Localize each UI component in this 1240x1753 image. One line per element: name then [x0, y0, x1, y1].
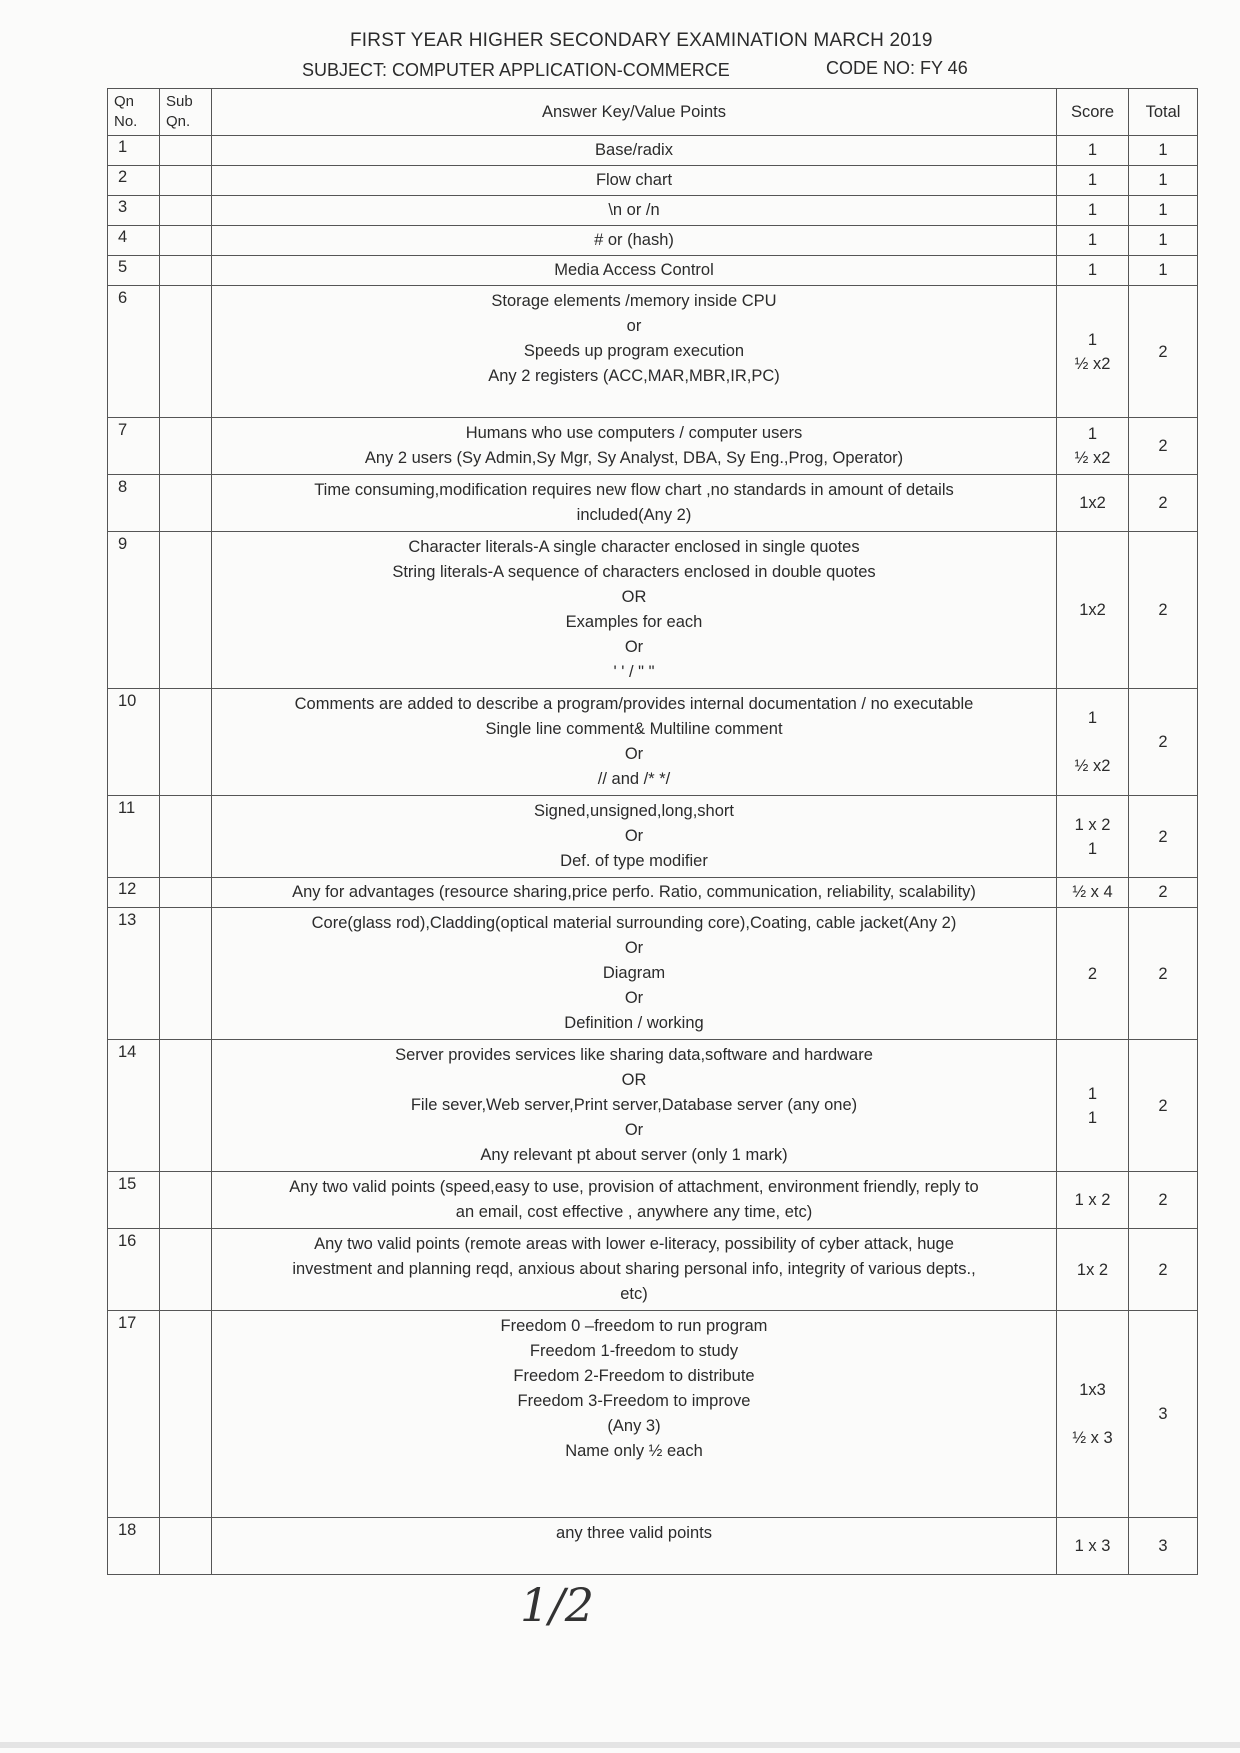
column-header-sub: Sub Qn.	[160, 89, 212, 136]
total-cell: 2	[1129, 689, 1198, 796]
sub-question	[160, 532, 212, 689]
sub-question	[160, 1518, 212, 1575]
table-row	[108, 1229, 1198, 1311]
answer-line: Or	[624, 939, 644, 957]
total-cell: 3	[1129, 1311, 1198, 1518]
score-value: 2	[1087, 964, 1098, 983]
score-cell	[1057, 532, 1129, 689]
score-cell	[1057, 286, 1129, 418]
column-header-qn: Qn No.	[108, 89, 160, 136]
total-cell: 2	[1129, 532, 1198, 689]
answer-line: Character literals-A single character enclosed in single quotes	[408, 538, 860, 556]
total-cell: 1	[1129, 256, 1198, 286]
answer-line: Any 2 users (Sy Admin,Sy Mgr, Sy Analyst, DBA, Sy Eng.,Prog, Operator)	[364, 449, 904, 467]
score-cell	[1057, 166, 1129, 196]
table-row	[108, 908, 1198, 1040]
answer-cell	[212, 1172, 1057, 1229]
score-value: 1	[1087, 261, 1098, 279]
table-row	[108, 689, 1198, 796]
question-number: 16	[108, 1229, 160, 1311]
answer-line: Freedom 0 –freedom to run program	[500, 1317, 768, 1335]
question-number: 14	[108, 1040, 160, 1172]
score-value: ½ x2	[1074, 354, 1111, 373]
score-cell	[1057, 196, 1129, 226]
score-value: 1	[1087, 1108, 1098, 1127]
table-row	[108, 532, 1198, 689]
table-row	[108, 166, 1198, 196]
sub-question	[160, 418, 212, 475]
exam-title: FIRST YEAR HIGHER SECONDARY EXAMINATION MARCH 2019	[350, 30, 933, 51]
answer-line	[218, 1464, 1050, 1489]
score-cell	[1057, 689, 1129, 796]
answer-line: Comments are added to describe a program/provides internal documentation / no executable	[294, 695, 974, 713]
sub-question	[160, 878, 212, 908]
question-number: 18	[108, 1518, 160, 1575]
score-value	[1063, 1402, 1122, 1426]
sub-question	[160, 256, 212, 286]
answer-line: Flow chart	[595, 171, 673, 189]
answer-line: Diagram	[602, 964, 666, 982]
score-value: 1 x 3	[1074, 1537, 1111, 1555]
score-cell	[1057, 475, 1129, 532]
answer-line: Or	[624, 745, 644, 763]
answer-line: Any for advantages (resource sharing,price perfo. Ratio, communication, reliability, scalability)	[292, 883, 976, 901]
score-cell	[1057, 1229, 1129, 1311]
score-value: 1	[1087, 201, 1098, 219]
answer-line: Signed,unsigned,long,short	[534, 802, 734, 820]
question-number: 7	[108, 418, 160, 475]
score-value: 1x 2	[1076, 1260, 1109, 1279]
sub-question	[160, 1172, 212, 1229]
sub-question	[160, 796, 212, 878]
answer-cell	[212, 1518, 1057, 1575]
answer-line: Speeds up program execution	[523, 342, 745, 360]
answer-line: Any relevant pt about server (only 1 mark)	[480, 1146, 788, 1164]
score-cell	[1057, 418, 1129, 475]
score-cell	[1057, 1040, 1129, 1172]
answer-line	[218, 1489, 1050, 1514]
score-cell	[1057, 878, 1129, 908]
scan-edge	[0, 1742, 1240, 1748]
score-value: 1 x 2	[1074, 1191, 1111, 1209]
table-row	[108, 1040, 1198, 1172]
total-cell: 2	[1129, 418, 1198, 475]
answer-line: Freedom 1-freedom to study	[529, 1342, 739, 1360]
answer-line: Storage elements /memory inside CPU	[491, 292, 777, 310]
column-header-score: Score	[1057, 89, 1129, 136]
answer-line: included(Any 2)	[576, 506, 692, 524]
answer-line: File sever,Web server,Print server,Database server (any one)	[410, 1096, 858, 1114]
total-cell: 1	[1129, 196, 1198, 226]
table-row	[108, 475, 1198, 532]
score-value: 1x3	[1079, 1381, 1106, 1399]
question-number: 6	[108, 286, 160, 418]
answer-line: an email, cost effective , anywhere any time, etc)	[455, 1203, 813, 1221]
score-value: 1	[1087, 330, 1098, 349]
answer-cell	[212, 1040, 1057, 1172]
answer-line: Or	[624, 638, 644, 656]
table-row	[108, 196, 1198, 226]
answer-line: Or	[624, 989, 644, 1007]
question-number: 3	[108, 196, 160, 226]
answer-line: or	[626, 317, 642, 335]
score-value: 1	[1087, 141, 1098, 159]
answer-cell	[212, 1229, 1057, 1311]
sub-question	[160, 1311, 212, 1518]
question-number: 15	[108, 1172, 160, 1229]
answer-line: Time consuming,modification requires new flow chart ,no standards in amount of details	[314, 481, 954, 499]
answer-cell	[212, 418, 1057, 475]
answer-line: Name only ½ each	[565, 1442, 703, 1460]
question-number: 4	[108, 226, 160, 256]
total-cell: 2	[1129, 1172, 1198, 1229]
score-value: 1x2	[1079, 494, 1106, 512]
table-row	[108, 226, 1198, 256]
total-cell: 1	[1129, 226, 1198, 256]
answer-line: \n or /n	[608, 201, 660, 219]
total-cell: 3	[1129, 1518, 1198, 1575]
score-cell	[1057, 1172, 1129, 1229]
score-cell	[1057, 136, 1129, 166]
total-cell: 2	[1129, 796, 1198, 878]
sub-question	[160, 136, 212, 166]
answer-line: OR	[621, 588, 647, 606]
score-value: 1x2	[1079, 601, 1106, 619]
subject-line: SUBJECT: COMPUTER APPLICATION-COMMERCE	[302, 60, 730, 80]
answer-line	[218, 1546, 1050, 1571]
column-header-total: Total	[1129, 89, 1198, 136]
answer-line: Base/radix	[595, 141, 673, 159]
sub-question	[160, 1040, 212, 1172]
answer-line: Core(glass rod),Cladding(optical material surrounding core),Coating, cable jacket(Any 2)	[311, 914, 957, 932]
answer-line: Any 2 registers (ACC,MAR,MBR,IR,PC)	[488, 367, 780, 385]
answer-key-table	[107, 88, 1198, 1575]
sub-question	[160, 908, 212, 1040]
question-number: 9	[108, 532, 160, 689]
score-cell	[1057, 256, 1129, 286]
score-cell	[1057, 1518, 1129, 1575]
sub-question	[160, 226, 212, 256]
answer-line: etc)	[620, 1285, 648, 1303]
score-value: ½ x 3	[1072, 1429, 1113, 1447]
score-cell	[1057, 908, 1129, 1040]
score-value: 1	[1087, 709, 1098, 727]
total-cell: 2	[1129, 475, 1198, 532]
answer-line: Any two valid points (remote areas with lower e-literacy, possibility of cyber attack, huge	[314, 1235, 954, 1253]
answer-line: Freedom 3-Freedom to improve	[517, 1392, 751, 1410]
answer-line	[218, 389, 1050, 414]
score-value: 1	[1087, 231, 1098, 249]
total-cell: 1	[1129, 136, 1198, 166]
score-value	[1063, 730, 1122, 754]
score-cell	[1057, 796, 1129, 878]
table-row	[108, 878, 1198, 908]
sub-question	[160, 1229, 212, 1311]
answer-line: Any two valid points (speed,easy to use, provision of attachment, environment friendly, reply to	[289, 1178, 979, 1196]
answer-line: Examples for each	[565, 613, 703, 631]
score-value: 1	[1087, 171, 1098, 189]
sub-question	[160, 286, 212, 418]
score-value: 1	[1087, 839, 1098, 858]
answer-cell	[212, 908, 1057, 1040]
score-cell	[1057, 1311, 1129, 1518]
question-number: 2	[108, 166, 160, 196]
answer-cell	[212, 136, 1057, 166]
question-number: 13	[108, 908, 160, 1040]
answer-line: Or	[624, 827, 644, 845]
question-number: 1	[108, 136, 160, 166]
answer-line: Single line comment& Multiline comment	[485, 720, 783, 738]
answer-line: ' ' / " "	[613, 663, 655, 681]
total-cell: 1	[1129, 166, 1198, 196]
answer-line: String literals-A sequence of characters enclosed in double quotes	[392, 563, 876, 581]
answer-cell	[212, 689, 1057, 796]
answer-line: # or (hash)	[594, 231, 674, 249]
answer-cell	[212, 1311, 1057, 1518]
answer-line: investment and planning reqd, anxious about sharing personal info, integrity of various depts.,	[292, 1260, 976, 1278]
question-number: 10	[108, 689, 160, 796]
sub-question	[160, 196, 212, 226]
answer-line: Or	[624, 1121, 644, 1139]
answer-line: Media Access Control	[554, 261, 714, 279]
table-row	[108, 1311, 1198, 1518]
sub-question	[160, 475, 212, 532]
answer-cell	[212, 256, 1057, 286]
table-row	[108, 418, 1198, 475]
total-cell: 2	[1129, 286, 1198, 418]
answer-line: OR	[621, 1071, 647, 1089]
table-row	[108, 136, 1198, 166]
total-cell: 2	[1129, 908, 1198, 1040]
table-row	[108, 1518, 1198, 1575]
score-cell	[1057, 226, 1129, 256]
table-row	[108, 256, 1198, 286]
answer-key-body	[108, 136, 1198, 1575]
total-cell: 2	[1129, 878, 1198, 908]
table-row	[108, 1172, 1198, 1229]
score-value: ½ x2	[1074, 757, 1111, 775]
score-value: ½ x 4	[1072, 883, 1113, 901]
answer-line: // and /* */	[597, 770, 671, 788]
answer-line: Definition / working	[564, 1014, 704, 1032]
answer-cell	[212, 878, 1057, 908]
table-row	[108, 796, 1198, 878]
answer-cell	[212, 475, 1057, 532]
answer-line: Freedom 2-Freedom to distribute	[513, 1367, 755, 1385]
answer-line: Def. of type modifier	[560, 852, 708, 870]
answer-line: Server provides services like sharing data,software and hardware	[395, 1046, 873, 1064]
question-number: 17	[108, 1311, 160, 1518]
sub-question	[160, 166, 212, 196]
total-cell: 2	[1129, 1229, 1198, 1311]
answer-line: (Any 3)	[607, 1417, 661, 1435]
total-cell: 2	[1129, 1040, 1198, 1172]
table-row	[108, 286, 1198, 418]
code-number: CODE NO: FY 46	[826, 58, 968, 78]
answer-cell	[212, 166, 1057, 196]
question-number: 11	[108, 796, 160, 878]
score-value: 1	[1087, 1084, 1098, 1103]
score-value: 1	[1087, 425, 1098, 443]
sub-question	[160, 689, 212, 796]
answer-line: any three valid points	[556, 1524, 712, 1542]
question-number: 12	[108, 878, 160, 908]
question-number: 5	[108, 256, 160, 286]
answer-cell	[212, 286, 1057, 418]
answer-cell	[212, 532, 1057, 689]
column-header-answer: Answer Key/Value Points	[212, 89, 1057, 136]
question-number: 8	[108, 475, 160, 532]
answer-cell	[212, 796, 1057, 878]
score-value: 1 x 2	[1074, 815, 1111, 834]
answer-cell	[212, 196, 1057, 226]
page-number: 1/2	[520, 1578, 595, 1632]
table-header-row	[108, 89, 1198, 136]
answer-cell	[212, 226, 1057, 256]
answer-line: Humans who use computers / computer users	[465, 424, 803, 442]
score-value: ½ x2	[1074, 449, 1111, 467]
